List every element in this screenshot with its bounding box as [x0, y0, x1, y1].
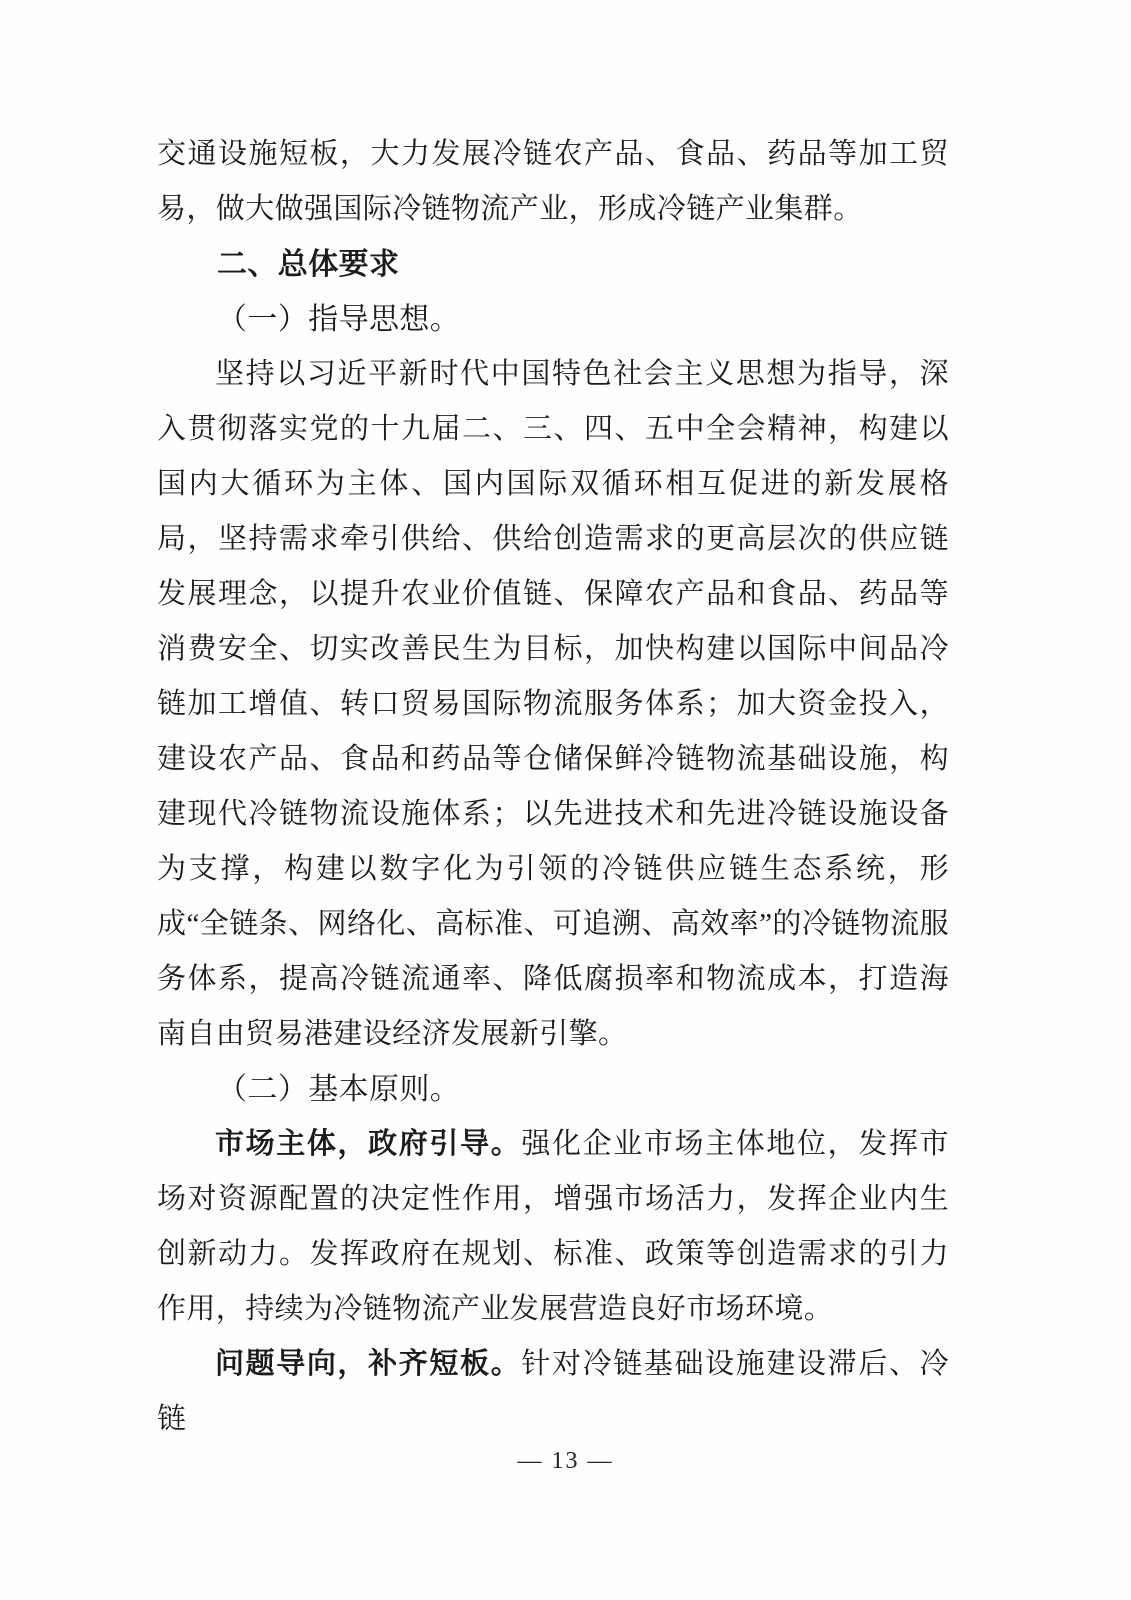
principle-problem-lead: 问题导向，补齐短板。 [215, 1348, 522, 1380]
page-number: — 13 — [517, 1448, 614, 1474]
principle-market-lead: 市场主体，政府引导。 [215, 1128, 522, 1160]
document-body [157, 127, 949, 1447]
page-footer [0, 1448, 1131, 1475]
paragraph-principle-market [157, 1117, 949, 1337]
principle-market-text: 强化企业市场主体地位，发挥市场对资源配置的决定性作用，增强市场活力，发挥企业内生创新动力。发挥政府在规划、标准、政策等创造需求的引力作用，持续为冷链物流产业发展营造良好市场环境。 [157, 1128, 949, 1325]
paragraph-continuation: 交通设施短板，大力发展冷链农产品、食品、药品等加工贸易，做大做强国际冷链物流产业，形成冷链产业集群。 [157, 138, 949, 225]
principle-problem-text: 针对冷链基础设施建设滞后、冷链 [157, 1348, 949, 1435]
paragraph-principle-problem [157, 1337, 949, 1447]
subheading-basic-principles: （二）基本原则。 [217, 1073, 461, 1106]
subheading-guiding-ideology: （一）指导思想。 [217, 303, 461, 336]
paragraph-guiding-ideology: 坚持以习近平新时代中国特色社会主义思想为指导，深入贯彻落实党的十九届二、三、四、五中全会精神，构建以国内大循环为主体、国内国际双循环相互促进的新发展格局，坚持需求牵引供给、供给创造需求的更高层次的供应链发展理念，以提升农业价值链、保障农产品和食品、药品等消费安全、切实改善民生为目标，加快构建以国际中间品冷链加工增值、转口贸易国际物流服务体系；加大资金投入，建设农产品、食品和药品等仓储保鲜冷链物流基础设施，构建现代冷链物流设施体系；以先进技术和先进冷链设施设备为支撑，构建以数字化为引领的冷链供应链生态系统，形成“全链条、网络化、高标准、可追溯、高效率”的冷链物流服务体系，提高冷链流通率、降低腐损率和物流成本，打造海南自由贸易港建设经济发展新引擎。 [157, 358, 949, 1050]
section-heading: 二、总体要求 [217, 248, 400, 281]
